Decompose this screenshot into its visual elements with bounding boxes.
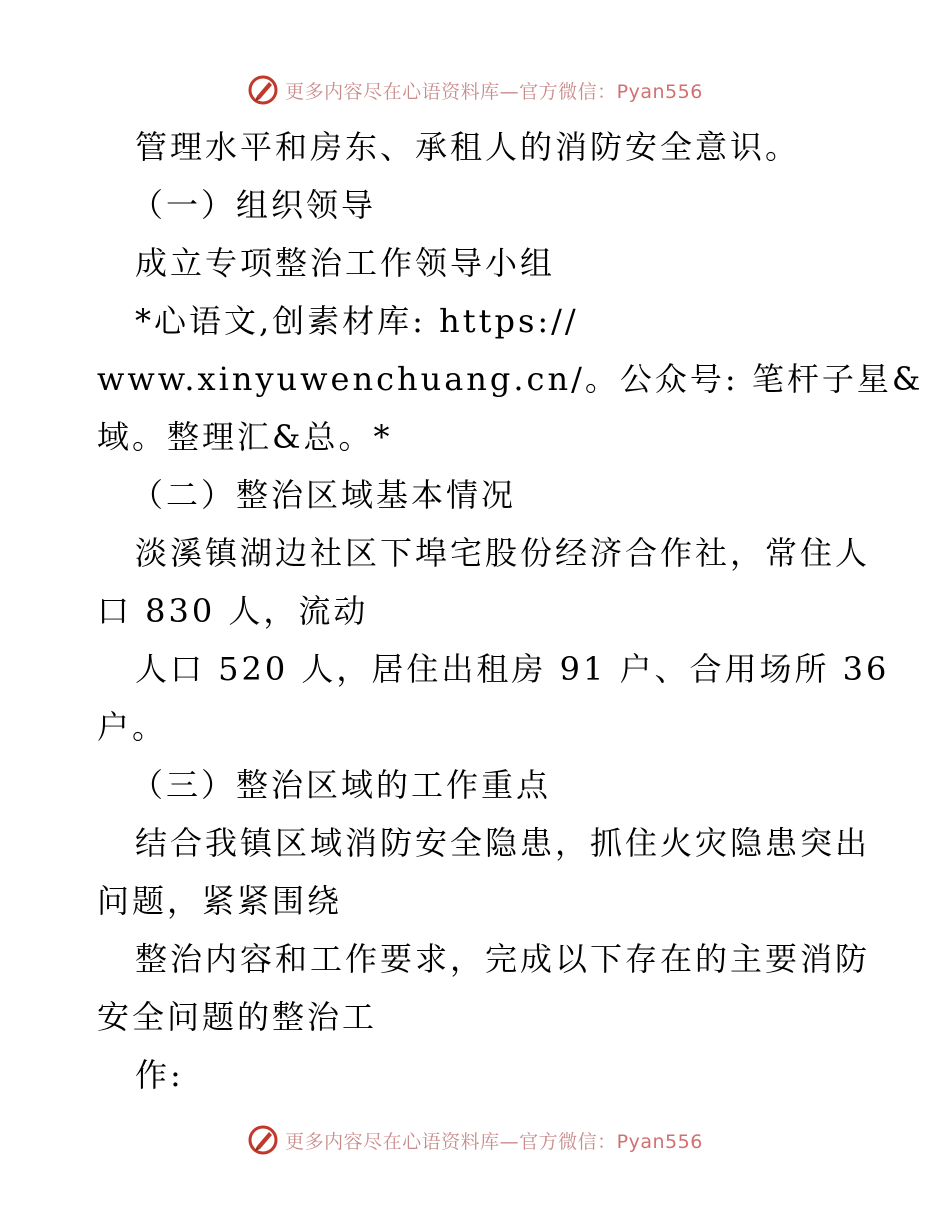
- paragraph-line: 安全问题的整治工: [97, 998, 378, 1036]
- section-heading: （一）组织领导: [131, 186, 377, 224]
- watermark-text: 更多内容尽在心语资料库—官方微信：Pyan556: [285, 80, 703, 103]
- paragraph-line: *心语文,创素材库: https://: [135, 302, 579, 340]
- footer-watermark: [0, 1120, 950, 1160]
- paragraph-line: 口 830 人，流动: [97, 592, 369, 630]
- header-watermark: [0, 70, 950, 110]
- paragraph-line: 人口 520 人，居住出租房 91 户、合用场所 36: [135, 650, 890, 688]
- watermark-text: 更多内容尽在心语资料库—官方微信：Pyan556: [285, 1130, 703, 1153]
- paragraph-line: www.xinyuwenchuang.cn/。公众号: 笔杆子星&: [97, 360, 924, 398]
- pen-logo-icon: [247, 74, 279, 106]
- document-body: [97, 118, 924, 1104]
- section-heading: （三）整治区域的工作重点: [131, 766, 552, 804]
- paragraph-line: 管理水平和房东、承租人的消防安全意识。: [135, 128, 801, 166]
- pen-logo-icon: [247, 1124, 279, 1156]
- paragraph-line: 淡溪镇湖边社区下埠宅股份经济合作社，常住人: [135, 534, 871, 572]
- paragraph-line: 成立专项整治工作领导小组: [135, 244, 556, 282]
- paragraph-line: 结合我镇区域消防安全隐患，抓住火灾隐患突出: [135, 824, 871, 862]
- paragraph-line: 整治内容和工作要求，完成以下存在的主要消防: [135, 940, 871, 978]
- paragraph-line: 户。: [97, 708, 168, 746]
- paragraph-line: 问题，紧紧围绕: [97, 882, 343, 920]
- section-heading: （二）整治区域基本情况: [131, 476, 517, 514]
- paragraph-line: 域。整理汇&总。*: [97, 418, 393, 456]
- paragraph-line: 作:: [135, 1056, 184, 1094]
